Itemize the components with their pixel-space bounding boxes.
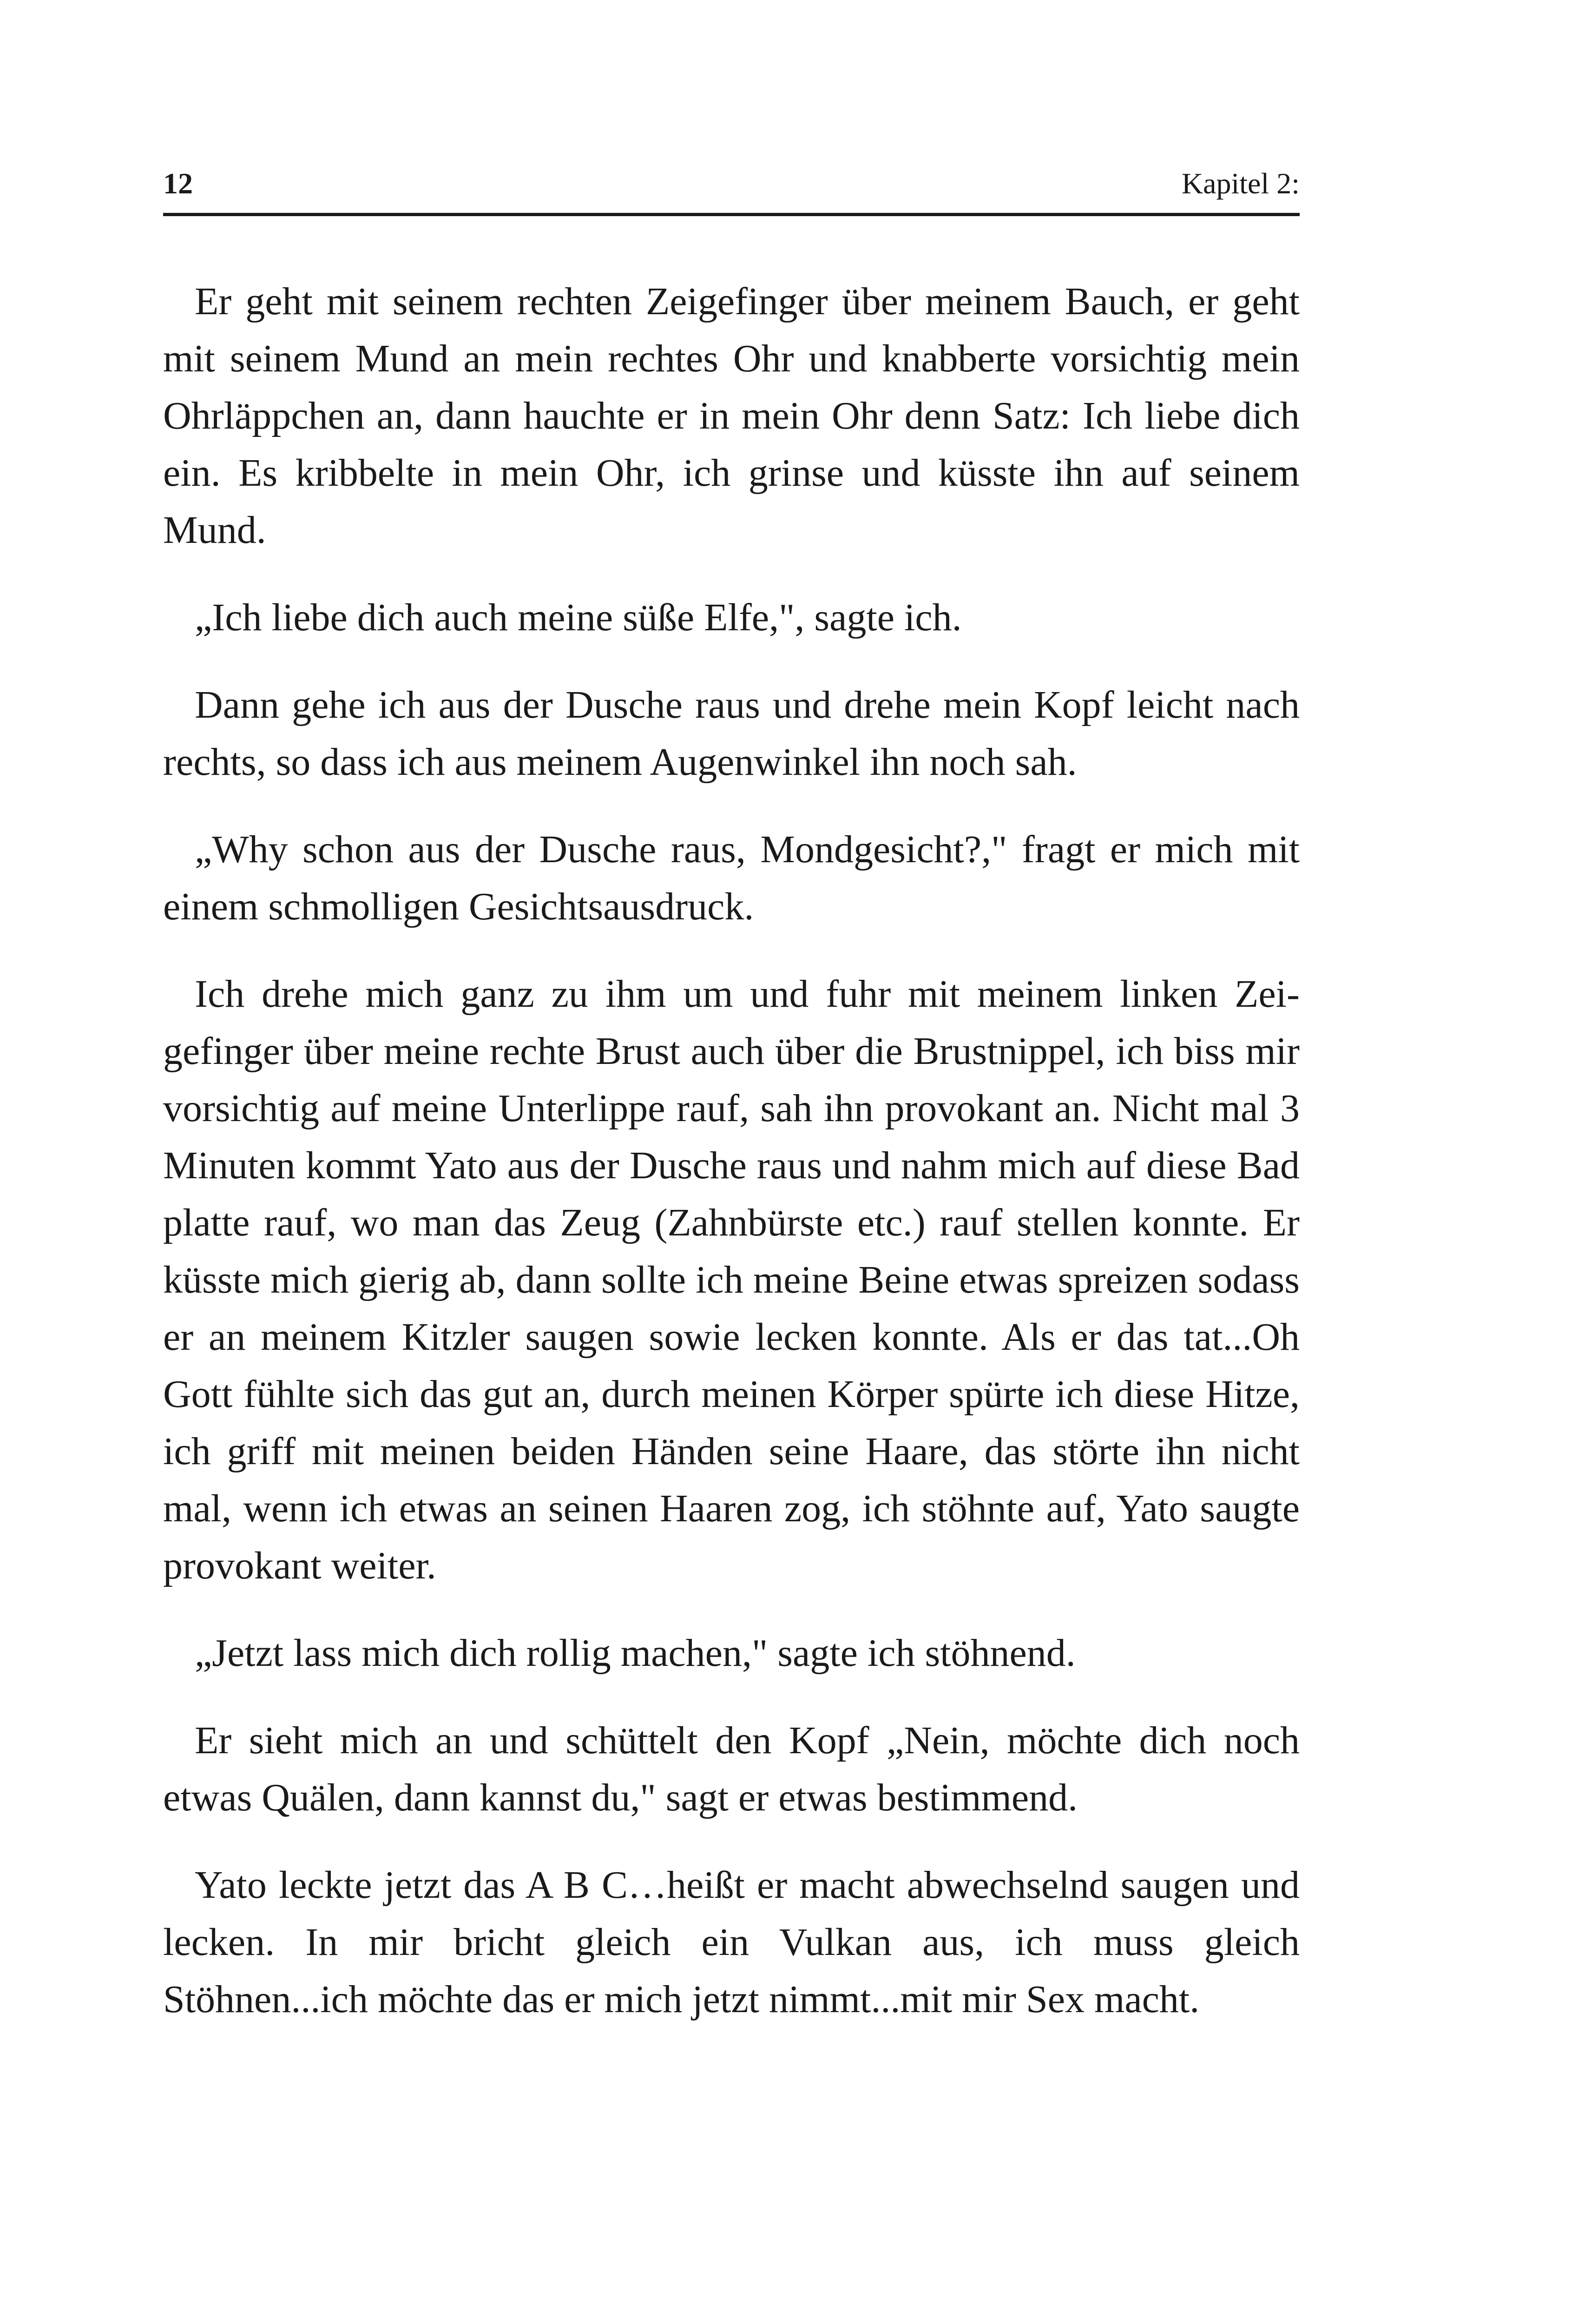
paragraph: Yato leckte jetzt das A B C…heißt er macht abwechselnd saugen und lecken. In mir bricht gleich ein Vulkan aus, ich muss gleich Stöhnen...ich möchte das er mich jetzt nimmt...mit mir Sex macht.	[163, 1863, 1300, 2021]
paragraph: „Why schon aus der Dusche raus, Mondgesicht?," fragt er mich mit einem schmolligen Gesichtsausdruck.	[163, 828, 1300, 928]
paragraph: Er geht mit seinem rechten Zeigefinger über meinem Bauch, er geht mit seinem Mund an mein rechtes Ohr und knabberte vorsichtig mein Ohrläppchen an, dann hauchte er in mein Ohr denn Satz: Ich liebe dich ein. Es kribbelte in mein Ohr, ich grinse und küsste ihn auf seinem Mund.	[163, 280, 1300, 552]
header-rule	[163, 213, 1300, 216]
book-page	[163, 0, 1300, 2324]
body-text	[163, 273, 1300, 2058]
running-header	[163, 160, 1300, 207]
paragraph: „Ich liebe dich auch meine süße Elfe,", sagte ich.	[195, 596, 962, 639]
paragraph: Ich drehe mich ganz zu ihm um und fuhr mit meinem linken Zeigefinger über meine rechte Brust auch über die Brustnippel, ich biss mir vorsichtig auf meine Unterlippe rauf, sah ihn provokant an. Nicht mal 3 Minuten kommt Yato aus der Dusche raus und nahm mich auf diese Bad platte rauf, wo man das Zeug (Zahnbürste etc.) rauf stellen konnte. Er küsste mich gierig ab, dann sollte ich meine Beine etwas spreizen sodass er an meinem Kitzler saugen sowie lecken konnte. Als er das tat...Oh Gott fühlte sich das gut an, durch meinen Körper spürte ich diese Hitze, ich griff mit meinen beiden Händen seine Haare, das störte ihn nicht mal, wenn ich etwas an seinen Haaren zog, ich stöhnte auf, Yato saugte provokant weiter.	[163, 972, 1300, 1587]
paragraph: Er sieht mich an und schüttelt den Kopf „Nein, möchte dich noch etwas Quälen, dann kannst du," sagt er etwas bestimmend.	[163, 1719, 1300, 1819]
paragraph: „Jetzt lass mich dich rollig machen," sagte ich stöhnend.	[195, 1631, 1076, 1675]
page-number: 12	[163, 167, 193, 200]
chapter-label: Kapitel 2:	[1181, 167, 1300, 200]
paragraph: Dann gehe ich aus der Dusche raus und drehe mein Kopf leicht nach rechts, so dass ich aus meinem Augenwinkel ihn noch sah.	[163, 683, 1300, 784]
